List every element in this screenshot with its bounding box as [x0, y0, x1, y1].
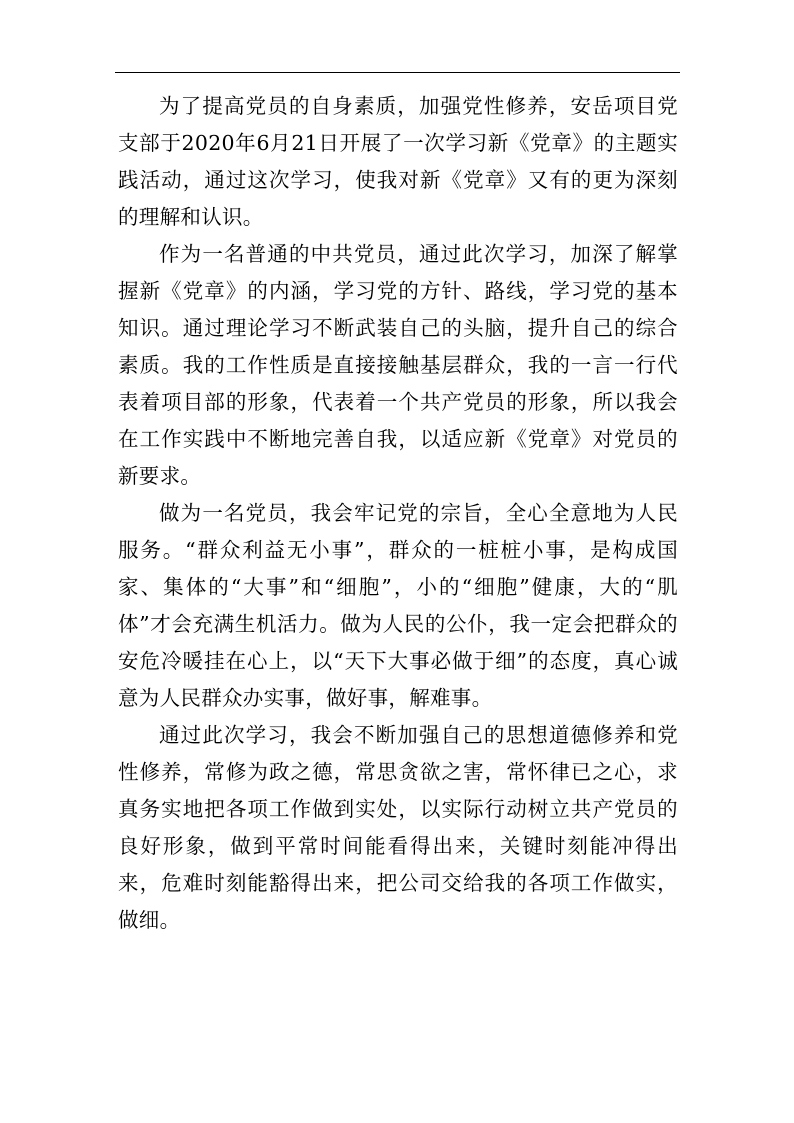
paragraph-4: 通过此次学习，我会不断加强自己的思想道德修养和党性修养，常修为政之德，常思贪欲之害，常怀律已之心，求真务实地把各项工作做到实处，以实际行动树立共产党员的良好形象，做到平常时间能看得出来，关键时刻能冲得出来，危难时刻能豁得出来，把公司交给我的各项工作做实，做细。 — [118, 723, 678, 932]
paragraph-3: 做为一名党员，我会牢记党的宗旨，全心全意地为人民服务。“群众利益无小事”，群众的一桩桩小事，是构成国家、集体的“大事”和“细胞”，小的“细胞”健康，大的“肌体”才会充满生机活力。做为人民的公仆，我一定会把群众的安危冷暖挂在心上，以“天下大事必做于细”的态度，真心诚意为人民群众办实事，做好事，解难事。 — [118, 501, 678, 710]
document-body — [118, 88, 678, 939]
paragraph-1: 为了提高党员的自身素质，加强党性修养，安岳项目党支部于2020年6月21日开展了一次学习新《党章》的主题实践活动，通过这次学习，使我对新《党章》又有的更为深刻的理解和认识。 — [118, 94, 678, 229]
paragraph-2: 作为一名普通的中共党员，通过此次学习，加深了解掌握新《党章》的内涵，学习党的方针、路线，学习党的基本知识。通过理论学习不断武装自己的头脑，提升自己的综合素质。我的工作性质是直接接触基层群众，我的一言一行代表着项目部的形象，代表着一个共产党员的形象，所以我会在工作实践中不断地完善自我，以适应新《党章》对党员的新要求。 — [118, 242, 678, 488]
header-rule — [115, 72, 680, 73]
